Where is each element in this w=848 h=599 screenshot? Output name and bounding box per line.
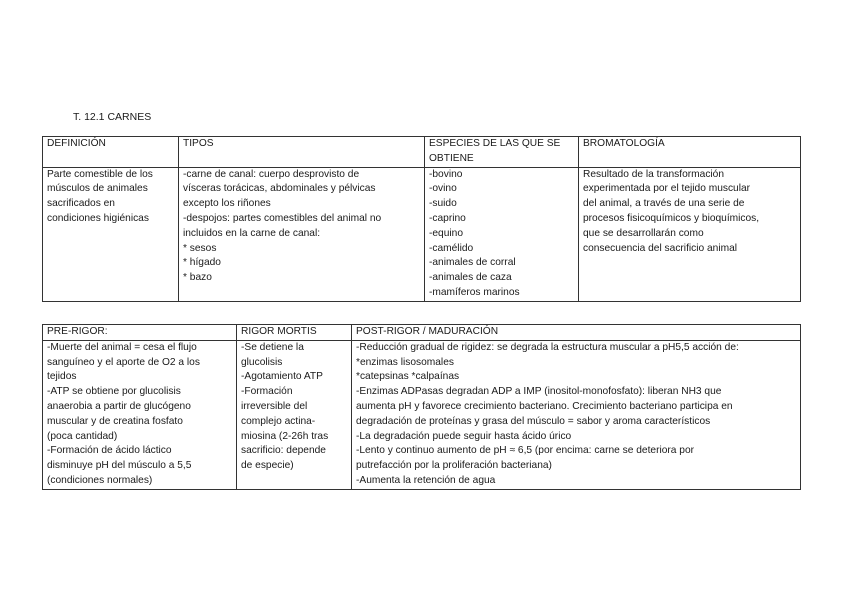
text-line: complejo actina- bbox=[241, 415, 316, 427]
text-line: Parte comestible de los bbox=[47, 168, 153, 180]
text-line: (condiciones normales) bbox=[47, 474, 153, 486]
text-line: -Muerte del animal = cesa el flujo bbox=[47, 341, 197, 353]
text-line: que se desarrollarán como bbox=[583, 227, 704, 239]
text-line: -Enzimas ADPasas degradan ADP a IMP (inositol-monofosfato): liberan NH3 que bbox=[356, 386, 722, 398]
text-line: excepto los riñones bbox=[183, 198, 271, 210]
text-line: BROMATOLOGÍA bbox=[583, 138, 665, 149]
header-tipos bbox=[179, 137, 425, 168]
cell-definicion bbox=[43, 167, 179, 301]
text-line: -Formación de ácido láctico bbox=[47, 445, 172, 457]
text-line: * sesos bbox=[183, 242, 217, 254]
text-line: * hígado bbox=[183, 257, 221, 269]
text-line: POST-RIGOR / MADURACIÓN bbox=[356, 326, 499, 337]
cell-tipos bbox=[179, 167, 425, 301]
text-line: -Reducción gradual de rigidez: se degrada la estructura muscular a pH5,5 acción de: bbox=[356, 341, 739, 353]
text-line: OBTIENE bbox=[429, 152, 474, 164]
text-line: incluidos en la carne de canal: bbox=[183, 227, 321, 239]
text-line: condiciones higiénicas bbox=[47, 212, 149, 224]
text-line: -camélido bbox=[429, 242, 474, 254]
page-title: T. 12.1 CARNES bbox=[73, 111, 152, 123]
text-line: -Aumenta la retención de agua bbox=[356, 474, 496, 486]
text-line: ESPECIES DE LAS QUE SE bbox=[429, 138, 561, 149]
text-line: muscular y de creatina fosfato bbox=[47, 415, 183, 427]
text-line: del animal, a través de una serie de bbox=[583, 198, 745, 210]
cell-bromatologia bbox=[579, 167, 801, 301]
carnes-table bbox=[42, 136, 801, 302]
table-row bbox=[43, 340, 801, 489]
text-line: -Agotamiento ATP bbox=[241, 371, 323, 383]
text-line: degradación de proteínas y grasa del músculo = sabor y aroma característicos bbox=[356, 415, 711, 427]
text-line: TIPOS bbox=[183, 138, 214, 149]
text-line: -carne de canal: cuerpo desprovisto de bbox=[183, 168, 360, 180]
rigor-table bbox=[42, 324, 801, 490]
text-line: procesos fisicoquímicos y bioquímicos, bbox=[583, 212, 760, 224]
text-line: anaerobia a partir de glucógeno bbox=[47, 400, 191, 412]
header-especies bbox=[425, 137, 579, 168]
text-line: (poca cantidad) bbox=[47, 430, 118, 442]
header-definicion bbox=[43, 137, 179, 168]
text-line: -animales de caza bbox=[429, 272, 512, 284]
cell-prerigor bbox=[43, 340, 237, 489]
text-line: sacrificados en bbox=[47, 198, 115, 210]
text-line: -mamíferos marinos bbox=[429, 286, 520, 298]
text-line: DEFINICIÓN bbox=[47, 138, 106, 149]
table-header-row bbox=[43, 325, 801, 341]
text-line: -Formación bbox=[241, 386, 293, 398]
table-row bbox=[43, 167, 801, 301]
text-line: músculos de animales bbox=[47, 183, 148, 195]
header-prerigor bbox=[43, 325, 237, 341]
text-line: *catepsinas *calpaínas bbox=[356, 371, 460, 383]
text-line: tejidos bbox=[47, 371, 77, 383]
text-line: irreversible del bbox=[241, 400, 308, 412]
cell-postrigor bbox=[352, 340, 801, 489]
text-line: miosina (2-26h tras bbox=[241, 430, 329, 442]
text-line: Resultado de la transformación bbox=[583, 168, 725, 180]
text-line: de especie) bbox=[241, 460, 294, 472]
text-line: -despojos: partes comestibles del animal no bbox=[183, 212, 382, 224]
cell-especies bbox=[425, 167, 579, 301]
text-line: -caprino bbox=[429, 212, 466, 224]
text-line: sanguíneo y el aporte de O2 a los bbox=[47, 356, 200, 368]
text-line: RIGOR MORTIS bbox=[241, 326, 317, 337]
text-line: -Se detiene la bbox=[241, 341, 304, 353]
text-line: disminuye pH del músculo a 5,5 bbox=[47, 460, 192, 472]
header-bromatologia bbox=[579, 137, 801, 168]
text-line: -ovino bbox=[429, 183, 457, 195]
text-line: -suido bbox=[429, 198, 457, 210]
text-line: -ATP se obtiene por glucolisis bbox=[47, 386, 181, 398]
text-line: -Lento y continuo aumento de pH ≈ 6,5 (por encima: carne se deteriora por bbox=[356, 445, 695, 457]
text-line: -bovino bbox=[429, 168, 463, 180]
text-line: experimentada por el tejido muscular bbox=[583, 183, 751, 195]
text-line: consecuencia del sacrificio animal bbox=[583, 242, 738, 254]
cell-rigor-mortis bbox=[237, 340, 352, 489]
text-line: -equino bbox=[429, 227, 463, 239]
text-line: * bazo bbox=[183, 272, 212, 284]
text-line: vísceras torácicas, abdominales y pélvicas bbox=[183, 183, 376, 195]
header-rigor-mortis bbox=[237, 325, 352, 341]
text-line: PRE-RIGOR: bbox=[47, 326, 108, 337]
table-header-row bbox=[43, 137, 801, 168]
text-line: -La degradación puede seguir hasta ácido úrico bbox=[356, 430, 572, 442]
text-line: glucolisis bbox=[241, 356, 283, 368]
header-postrigor bbox=[352, 325, 801, 341]
text-line: aumenta pH y favorece crecimiento bacteriano. Crecimiento bacteriano participa en bbox=[356, 400, 733, 412]
text-line: *enzimas lisosomales bbox=[356, 356, 454, 368]
text-line: putrefacción por la proliferación bacteriana) bbox=[356, 460, 552, 472]
text-line: -animales de corral bbox=[429, 257, 516, 269]
text-line: sacrificio: depende bbox=[241, 445, 326, 457]
